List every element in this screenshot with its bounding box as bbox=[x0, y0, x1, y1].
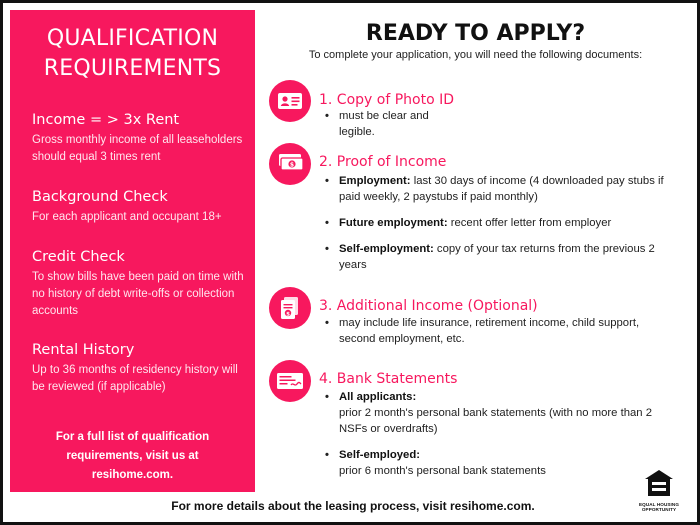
svg-text:$: $ bbox=[286, 311, 290, 318]
bullet-text: prior 6 month's personal bank statements bbox=[339, 465, 546, 477]
bullet-label: Self-employment: bbox=[339, 243, 434, 255]
id-card-icon bbox=[269, 80, 311, 122]
qualification-title-line1: QUALIFICATION bbox=[46, 26, 219, 51]
requirement-text: Up to 36 months of residency history will be reviewed (if applicable) bbox=[32, 364, 238, 393]
equal-housing-icon bbox=[644, 469, 674, 497]
requirement-title: Income = > 3x Rent bbox=[32, 112, 180, 128]
bullet-label: Self-employed: bbox=[339, 449, 420, 461]
qualification-panel bbox=[10, 10, 255, 492]
bullet-item bbox=[325, 241, 665, 273]
requirement-text: For each applicant and occupant 18+ bbox=[32, 211, 222, 223]
bullet-text: may include life insurance, retirement income, child support, second employment, etc. bbox=[339, 317, 640, 345]
photo-id-bullets bbox=[325, 108, 455, 140]
additional-income-bullets bbox=[325, 315, 675, 347]
requirement-title: Rental History bbox=[32, 342, 135, 358]
bullet-item bbox=[325, 447, 675, 479]
documents-panel bbox=[255, 10, 696, 492]
bullet-text: must be clear and legible. bbox=[339, 110, 429, 138]
svg-text:$: $ bbox=[289, 161, 295, 169]
section-title-photo-id: 1. Copy of Photo ID bbox=[319, 92, 455, 108]
bullet-item bbox=[325, 108, 455, 140]
proof-of-income-bullets bbox=[325, 173, 665, 273]
qualification-footer-text: For a full list of qualification requirements, visit us at resihome.com. bbox=[55, 431, 210, 481]
section-title-proof-of-income: 2. Proof of Income bbox=[319, 154, 447, 170]
bullet-text: copy of your tax returns from the previous 2 years bbox=[339, 243, 655, 271]
requirement-rental-history bbox=[32, 340, 247, 396]
bullet-text: recent offer letter from employer bbox=[447, 217, 612, 229]
equal-housing-label: EQUAL HOUSING bbox=[638, 502, 679, 507]
bullet-label: Employment: bbox=[339, 175, 411, 187]
ready-to-apply-title: READY TO APPLY? bbox=[365, 21, 586, 46]
section-title-additional-income: 3. Additional Income (Optional) bbox=[319, 298, 538, 314]
leasing-details-footer: For more details about the leasing process, visit resihome.com. bbox=[171, 499, 535, 513]
bank-statement-icon bbox=[269, 360, 311, 402]
bullet-label: All applicants: bbox=[339, 391, 417, 403]
section-title-bank-statements: 4. Bank Statements bbox=[319, 371, 458, 387]
bank-statements-bullets bbox=[325, 389, 675, 479]
equal-housing-logo bbox=[635, 469, 683, 512]
bullet-text: prior 2 month's personal bank statements (with no more than 2 NSFs or overdrafts) bbox=[339, 407, 652, 435]
bullet-text: last 30 days of income (4 downloaded pay stubs if paid weekly, 2 paystubs if paid monthly) bbox=[339, 175, 664, 203]
bullet-label: Future employment: bbox=[339, 217, 448, 229]
requirement-background-check bbox=[32, 187, 247, 226]
requirement-title: Credit Check bbox=[32, 249, 125, 265]
bullet-item bbox=[325, 389, 675, 437]
money-icon bbox=[269, 143, 311, 185]
document-dollar-icon bbox=[269, 287, 311, 329]
documents-subtitle: To complete your application, you will need the following documents: bbox=[308, 49, 643, 61]
qualification-title-line2: REQUIREMENTS bbox=[43, 56, 222, 81]
bullet-item bbox=[325, 315, 675, 347]
requirement-text: Gross monthly income of all leaseholders should equal 3 times rent bbox=[32, 134, 243, 163]
qualification-title bbox=[10, 24, 255, 84]
requirement-credit-check bbox=[32, 247, 247, 320]
requirement-income bbox=[32, 110, 247, 166]
bullet-item bbox=[325, 173, 665, 205]
bullet-item bbox=[325, 215, 665, 231]
requirement-text: To show bills have been paid on time with no history of debt write-offs or collection accounts bbox=[32, 271, 244, 317]
requirement-title: Background Check bbox=[32, 189, 168, 205]
opportunity-label: OPPORTUNITY bbox=[641, 507, 677, 512]
